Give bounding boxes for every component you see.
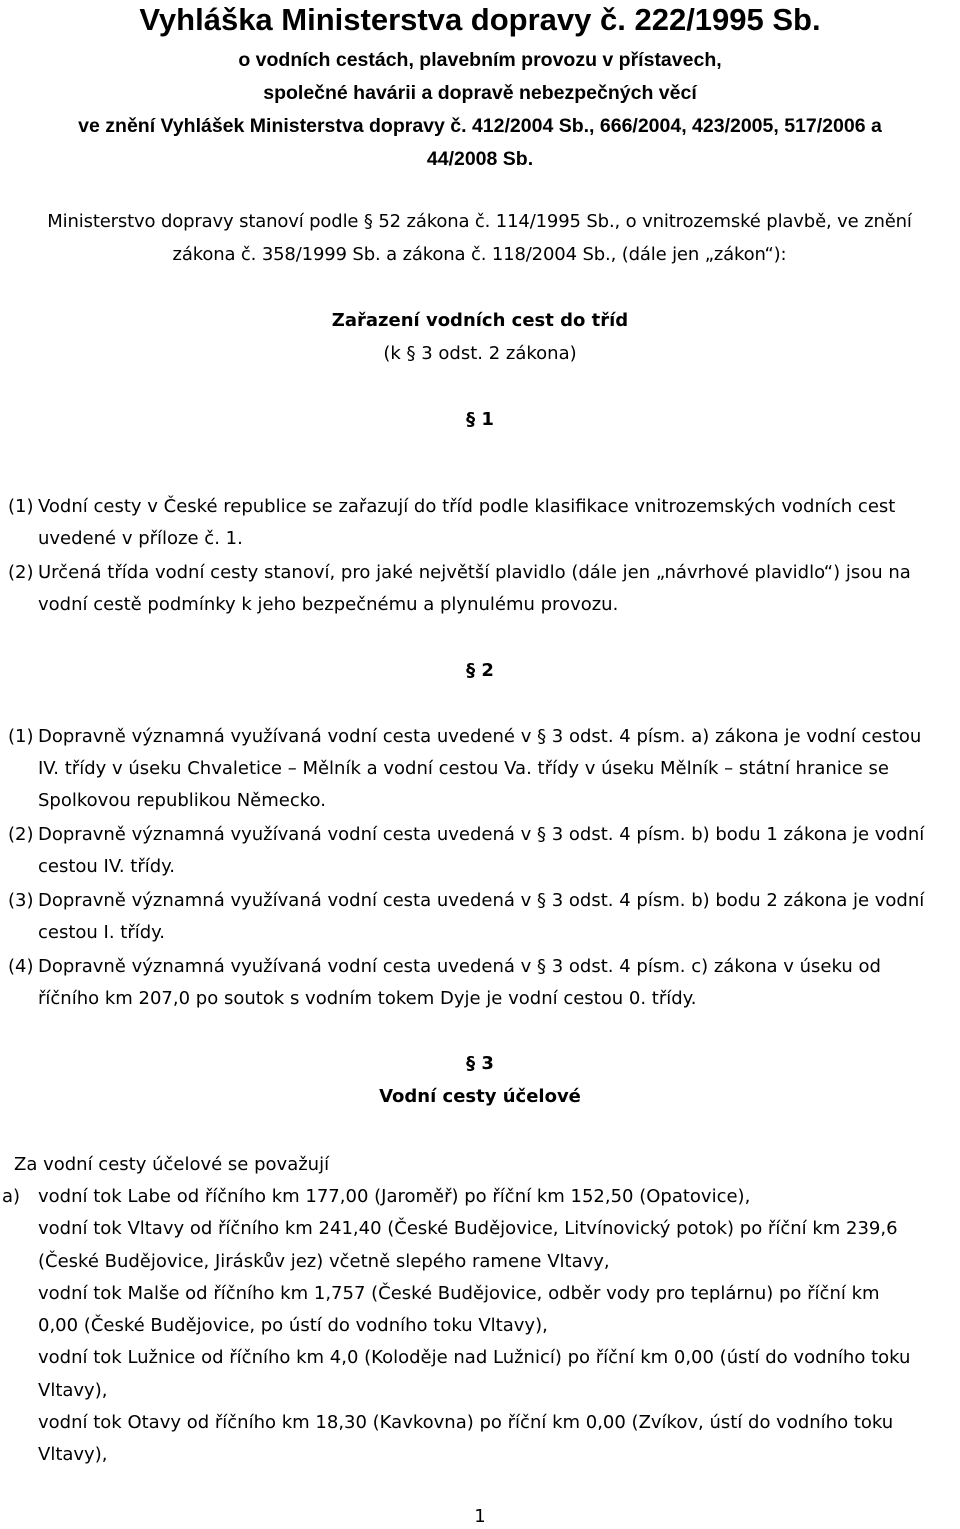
list-line: vodní tok Labe od říčního km 177,00 (Jaroměř) po říční km 152,50 (Opatovice), bbox=[38, 1186, 751, 1207]
para-line: Dopravně významná využívaná vodní cesta uvedená v § 3 odst. 4 písm. b) bodu 1 zákona je vodní bbox=[38, 824, 925, 845]
para-line: IV. třídy v úseku Chvaletice – Mělník a vodní cestou Va. třídy v úseku Mělník – státní hranice se bbox=[38, 758, 889, 779]
section-3-item-a bbox=[2, 1181, 958, 1472]
section-1-para-2 bbox=[8, 557, 958, 621]
intro-line: Ministerstvo dopravy stanoví podle § 52 zákona č. 114/1995 Sb., o vnitrozemské plavbě, ve znění bbox=[47, 211, 912, 232]
section-2-para-1 bbox=[8, 721, 958, 817]
list-line: Vltavy), bbox=[38, 1379, 108, 1401]
para-line: říčního km 207,0 po soutok s vodním tokem Dyje je vodní cestou 0. třídy. bbox=[38, 988, 697, 1009]
document-subtitle bbox=[0, 44, 960, 176]
part-reference: (k § 3 odst. 2 zákona) bbox=[383, 343, 577, 364]
para-line: vodní cestě podmínky k jeho bezpečnému a plynulému provozu. bbox=[38, 594, 619, 615]
list-line: Vltavy), bbox=[38, 1444, 108, 1466]
para-number: (2) bbox=[8, 824, 34, 845]
page-number: 1 bbox=[474, 1506, 486, 1527]
para-number: (2) bbox=[8, 562, 34, 583]
section-1-para-1 bbox=[8, 491, 958, 555]
para-line: Dopravně významná využívaná vodní cesta uvedená v § 3 odst. 4 písm. b) bodu 2 zákona je vodní bbox=[38, 890, 925, 911]
subtitle-line: společné havárii a dopravě nebezpečných věcí bbox=[263, 82, 697, 104]
para-line: Vodní cesty v České republice se zařazují do tříd podle klasifikace vnitrozemských vodních cest bbox=[38, 496, 896, 517]
list-line: vodní tok Lužnice od říčního km 4,0 (Koloděje nad Lužnicí) po říční km 0,00 (ústí do vodního toku bbox=[38, 1347, 911, 1369]
para-number: (1) bbox=[8, 726, 34, 747]
section-2-para-2 bbox=[8, 819, 958, 883]
para-line: Určená třída vodní cesty stanoví, pro jaké největší plavidlo (dále jen „návrhové plavidlo“) jsou na bbox=[38, 562, 911, 583]
para-number: (4) bbox=[8, 956, 34, 977]
list-line: vodní tok Otavy od říčního km 18,30 (Kavkovna) po říční km 0,00 (Zvíkov, ústí do vodního toku bbox=[38, 1412, 894, 1434]
subtitle-line: ve znění Vyhlášek Ministerstva dopravy č. 412/2004 Sb., 666/2004, 423/2005, 517/2006 a bbox=[78, 115, 882, 137]
section-3-heading: § 3 bbox=[466, 1053, 494, 1074]
para-line: Dopravně významná využívaná vodní cesta uvedené v § 3 odst. 4 písm. a) zákona je vodní cestou bbox=[38, 726, 922, 747]
list-line: vodní tok Malše od říčního km 1,757 (České Budějovice, odběr vody pro teplárnu) po říční km bbox=[38, 1282, 880, 1304]
section-3-title: Vodní cesty účelové bbox=[379, 1086, 581, 1107]
para-number: (3) bbox=[8, 890, 34, 911]
para-line: Dopravně významná využívaná vodní cesta uvedená v § 3 odst. 4 písm. c) zákona v úseku od bbox=[38, 956, 881, 977]
item-label: a) bbox=[2, 1186, 21, 1207]
section-2-para-4 bbox=[8, 951, 958, 1015]
para-line: cestou I. třídy. bbox=[38, 922, 165, 943]
section-2-para-3 bbox=[8, 885, 958, 949]
subtitle-line: o vodních cestách, plavebním provozu v přístavech, bbox=[238, 49, 722, 71]
section-2-heading: § 2 bbox=[466, 660, 494, 681]
subtitle-line: 44/2008 Sb. bbox=[426, 148, 534, 170]
list-line: (České Budějovice, Jiráskův jez) včetně slepého ramene Vltavy, bbox=[38, 1250, 610, 1272]
section-3-lead: Za vodní cesty účelové se považují bbox=[14, 1154, 330, 1175]
part-heading: Zařazení vodních cest do tříd bbox=[331, 310, 629, 331]
list-line: vodní tok Vltavy od říčního km 241,40 (České Budějovice, Litvínovický potok) po říční km 239,6 bbox=[38, 1218, 898, 1240]
intro-line: zákona č. 358/1999 Sb. a zákona č. 118/2004 Sb., (dále jen „zákon“): bbox=[172, 244, 787, 265]
document-title: Vyhláška Ministerstva dopravy č. 222/1995 Sb. bbox=[139, 2, 821, 37]
para-number: (1) bbox=[8, 496, 34, 517]
para-line: uvedené v příloze č. 1. bbox=[38, 528, 243, 549]
section-1-heading: § 1 bbox=[466, 409, 494, 430]
para-line: Spolkovou republikou Německo. bbox=[38, 790, 326, 811]
list-line: 0,00 (České Budějovice, po ústí do vodního toku Vltavy), bbox=[38, 1315, 548, 1337]
intro-paragraph bbox=[2, 205, 957, 271]
para-line: cestou IV. třídy. bbox=[38, 856, 175, 877]
